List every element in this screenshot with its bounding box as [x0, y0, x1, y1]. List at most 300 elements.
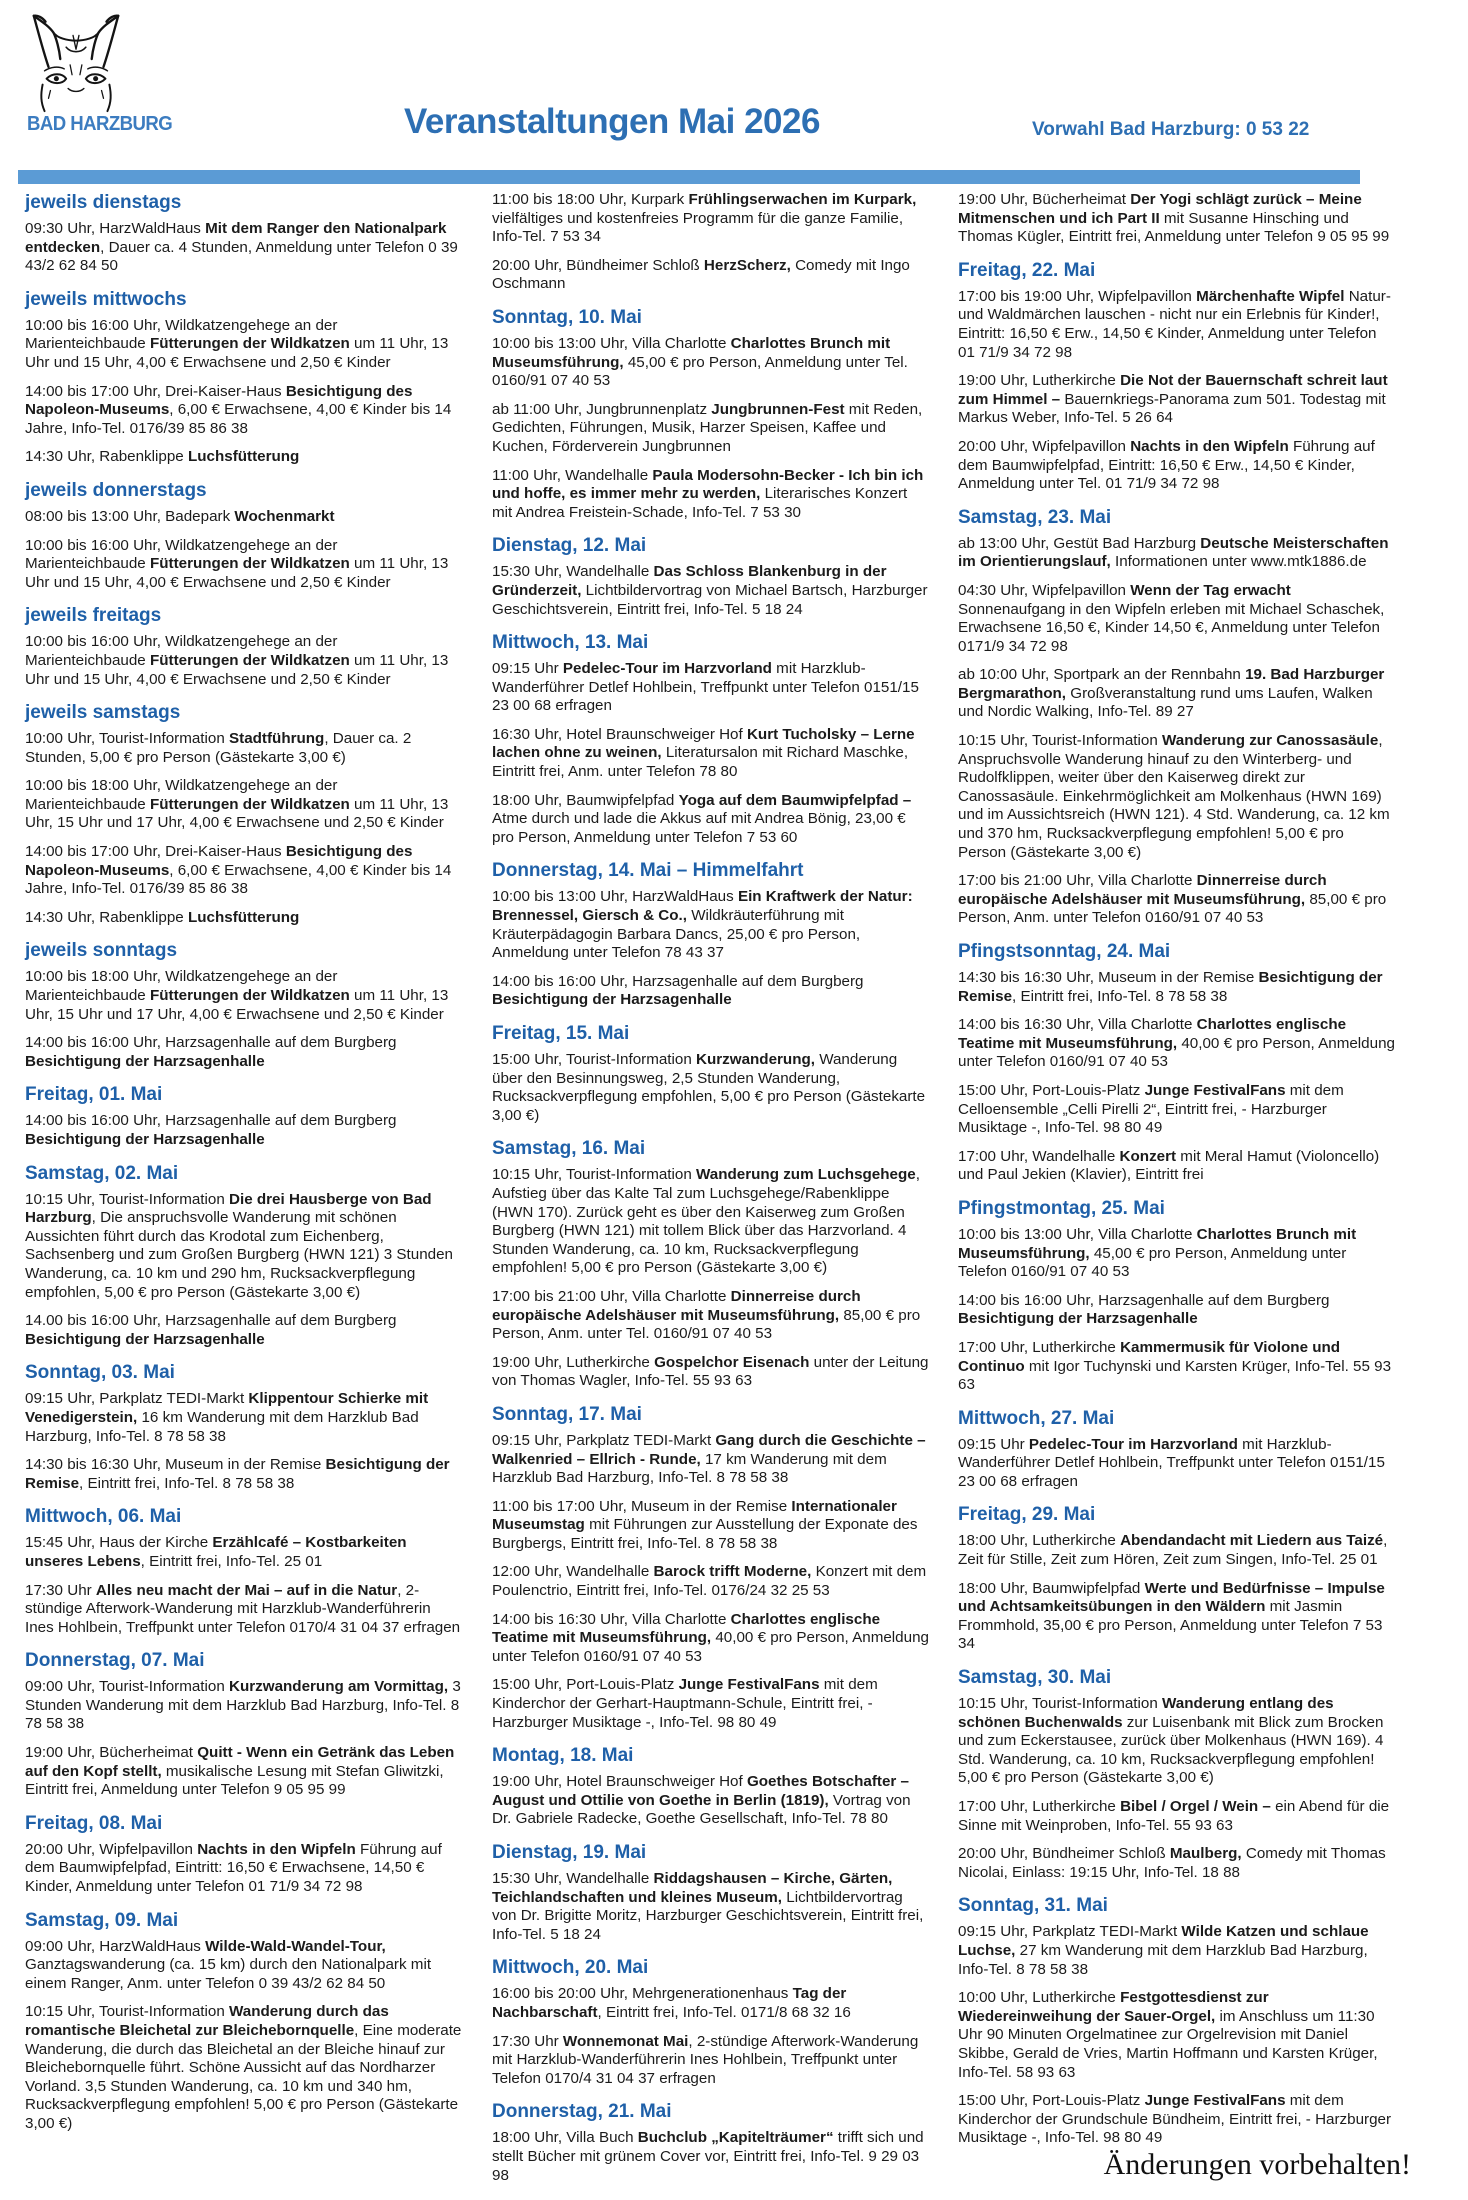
- event-text: 09:00 Uhr, Tourist-Information: [25, 1678, 230, 1696]
- event-text: 45,00 € pro Person, Anmeldung unter Tel. 0160/91 07 40 53: [492, 353, 908, 390]
- event-item: [492, 660, 929, 716]
- event-title: Junge FestivalFans: [1144, 1081, 1286, 1099]
- event-item: [492, 1870, 929, 1944]
- event-text: mit Harzklub-Wanderführer Detlef Hohlbein, Treffpunkt unter Telefon 0151/15 23 00 68 erfragen: [958, 1435, 1385, 1490]
- day-heading: Mittwoch, 27. Mai: [958, 1407, 1115, 1429]
- event-text: mit dem Kinderchor der Grundschule Bündheim, Eintritt frei, - Harzburger Musiktage -, Info-Tel. 98 80 49: [958, 2092, 1392, 2147]
- event-title: Fütterungen der Wildkatzen: [149, 555, 350, 573]
- event-item: [958, 1923, 1395, 1979]
- event-text: , Anspruchsvolle Wanderung hinauf zu den Winterberg- und Rudolfklippen, weiter über den Kaiserweg direkt zur Canossasäule. Einkehrmöglichkeit am Molkenhaus (HWN 169) und im Aussichtsreich (HWN 121). 4 Std. Wanderung, ca. 12 km und 370 hm, Rucksackverpflegung empfohlen! 5,00 € pro Person (Gästekarte 3,00 €): [958, 732, 1390, 861]
- event-title: Kurzwanderung am Vormittag,: [229, 1678, 449, 1696]
- event-title: Fütterungen der Wildkatzen: [149, 651, 350, 669]
- event-text: 20:00 Uhr, Wipfelpavillon: [25, 1840, 198, 1858]
- day-heading: Samstag, 09. Mai: [25, 1909, 179, 1931]
- lynx-logo: [26, 6, 126, 116]
- event-text: 11:00 bis 17:00 Uhr, Museum in der Remise: [492, 1497, 792, 1515]
- event-title: Wanderung durch das romantische Bleichetal zur Bleichebornquelle: [25, 2003, 389, 2039]
- event-text: 15:45 Uhr, Haus der Kirche: [25, 1534, 213, 1552]
- event-text: 85,00 € pro Person, Anm. unter Tel. 0160/91 07 40 53: [492, 1306, 921, 1343]
- event-text: 10:00 bis 16:00 Uhr, Wildkatzengehege an der Marienteichbaude: [25, 316, 338, 353]
- event-text: 10:00 bis 18:00 Uhr, Wildkatzengehege an der Marienteichbaude: [25, 968, 338, 1005]
- event-text: 40,00 € pro Person, Anmeldung unter Telefon 0160/91 07 40 53: [958, 1034, 1395, 1071]
- event-text: Natur- und Waldmärchen lauschen - nicht nur ein Erlebnis für Kinder!, Eintritt: 16,50 € Erw., 14,50 € Kinder, Anmeldung unter Telefon 01 71/9 34 72 98: [958, 287, 1391, 361]
- event-item: [25, 317, 462, 373]
- day-heading: Sonntag, 17. Mai: [492, 1403, 642, 1425]
- event-text: 16:30 Uhr, Hotel Braunschweiger Hof: [492, 725, 747, 743]
- event-item: [958, 1436, 1395, 1492]
- event-title: Riddagshausen – Kirche, Gärten, Teichlandschaften und kleines Museum,: [492, 1870, 893, 1906]
- event-text: 17:30 Uhr: [492, 2032, 563, 2050]
- event-item: [25, 633, 462, 689]
- event-text: mit Harzklub-Wanderführer Detlef Hohlbein, Treffpunkt unter Telefon 0151/15 23 00 68 erfragen: [492, 660, 919, 715]
- event-text: 09:15 Uhr, Parkplatz TEDI-Markt: [492, 1431, 716, 1449]
- event-text: , 2-stündige Afterwork-Wanderung mit Harzklub-Wanderführerin Ines Hohlbein, Treffpunkt unter Telefon 0170/4 31 04 37 erfragen: [25, 1581, 461, 1636]
- day-heading: Pfingstsonntag, 24. Mai: [958, 941, 1171, 962]
- event-title: Internationaler Museumstag: [492, 1497, 897, 1534]
- event-title: Festgottesdienst zur Wiedereinweihung der Sauer-Orgel,: [958, 1989, 1269, 2025]
- event-text: , Zeit für Stille, Zeit zum Hören, Zeit zum Singen, Info-Tel. 25 01: [958, 1532, 1388, 1569]
- day-heading: Sonntag, 03. Mai: [25, 1362, 175, 1384]
- event-item: [958, 1580, 1395, 1654]
- event-title: Mit dem Ranger den Nationalpark entdecken: [25, 220, 447, 256]
- event-text: um 11 Uhr, 13 Uhr und 15 Uhr, 4,00 € Erwachsene und 2,50 € Kinder: [25, 555, 449, 591]
- event-title: Fütterungen der Wildkatzen: [149, 987, 350, 1005]
- event-title: Dinnerreise durch europäische Adelshäuser mit Museumsführung,: [492, 1287, 861, 1324]
- event-text: mit Susanne Hinsching und Thomas Kügler, Eintritt frei, Anmeldung unter Telefon 9 05 95 99: [958, 209, 1390, 246]
- event-text: 16 km Wanderung mit dem Harzklub Bad Harzburg, Info-Tel. 8 78 58 38: [25, 1408, 419, 1445]
- event-item: [492, 467, 929, 523]
- event-text: mit dem Celloensemble „Celli Pirelli 2“, Eintritt frei, - Harzburger Musiktage -, Info-Tel. 98 80 49: [958, 1081, 1344, 1137]
- event-item: [492, 973, 929, 1010]
- event-text: 15:00 Uhr, Port-Louis-Platz: [492, 1676, 679, 1694]
- event-text: , Die anspruchsvolle Wanderung mit schönen Aussichten führt durch das Krodotal zum Eichenberg, Sachsenberg und zum Großen Burgberg (HWN 121) 3 Stunden Wanderung, ca. 10 km und 290 hm, Rucksackverpflegung empfohlen, 5,00 € pro Person (Gästekarte 3,00 €): [25, 1209, 454, 1301]
- event-text: 18:00 Uhr, Baumwipfelpfad: [958, 1579, 1145, 1597]
- event-item: [492, 1288, 929, 1344]
- event-item: [25, 448, 462, 467]
- day-heading: jeweils sonntags: [25, 940, 178, 962]
- event-text: Lichtbildervortrag von Dr. Brigitte Moritz, Harzburger Geschichtsverein, Eintritt frei, Info-Tel. 5 18 24: [492, 1888, 924, 1943]
- event-item: [25, 508, 462, 527]
- event-text: 20:00 Uhr, Bündheimer Schloß: [958, 1845, 1170, 1863]
- event-text: 14.00 bis 16:00 Uhr, Harzsagenhalle auf dem Burgberg: [25, 1312, 397, 1330]
- event-title: Luchsfütterung: [187, 908, 300, 926]
- event-item: [958, 288, 1395, 362]
- event-item: [25, 2003, 462, 2133]
- event-title: Konzert: [1119, 1147, 1177, 1165]
- event-text: 19:00 Uhr, Lutherkirche: [492, 1353, 655, 1371]
- event-item: [958, 1082, 1395, 1138]
- event-item: [492, 335, 929, 391]
- event-title: Die Not der Bauernschaft schreit laut zum Himmel –: [958, 372, 1388, 408]
- event-text: Führung auf dem Baumwipfelpfad, Eintritt: 16,50 € Erw., 14,50 € Kinder, Anmeldung unter Tel. 01 71/9 34 72 98: [958, 437, 1375, 493]
- event-text: 18:00 Uhr, Lutherkirche: [958, 1532, 1121, 1550]
- event-item: [492, 191, 929, 247]
- day-heading: Donnerstag, 21. Mai: [492, 2101, 672, 2123]
- event-item: [492, 2033, 929, 2089]
- event-item: [958, 1148, 1395, 1185]
- event-title: Wenn der Tag erwacht: [1130, 581, 1291, 599]
- event-text: um 11 Uhr, 13 Uhr und 15 Uhr, 4,00 € Erwachsene und 2,50 € Kinder: [25, 651, 449, 688]
- event-title: Charlottes Brunch mit Museumsführung,: [958, 1225, 1357, 1262]
- event-item: [25, 1456, 462, 1493]
- event-title: 19. Bad Harzburger Bergmarathon,: [958, 666, 1385, 702]
- event-text: 18:00 Uhr, Villa Buch: [492, 2129, 638, 2147]
- event-text: 19:00 Uhr, Bücherheimat: [958, 191, 1131, 208]
- event-title: Quitt - Wenn ein Getränk das Leben auf den Kopf stellt,: [25, 1744, 455, 1780]
- event-text: 04:30 Uhr, Wipfelpavillon: [958, 581, 1131, 599]
- event-title: HerzScherz,: [703, 256, 791, 274]
- event-text: 45,00 € pro Person, Anmeldung unter Telefon 0160/91 07 40 53: [958, 1244, 1347, 1281]
- day-heading: jeweils mittwochs: [25, 288, 187, 310]
- event-item: [25, 843, 462, 899]
- event-title: Besichtigung der Harzsagenhalle: [25, 1052, 265, 1070]
- event-title: Besichtigung der Harzsagenhalle: [492, 991, 732, 1009]
- event-text: vielfältiges und kostenfreies Programm für die ganze Familie, Info-Tel. 7 53 34: [492, 209, 904, 246]
- day-heading: Dienstag, 19. Mai: [492, 1842, 647, 1863]
- event-item: [25, 1312, 462, 1349]
- day-heading: Samstag, 23. Mai: [958, 506, 1112, 528]
- event-text: 14:00 bis 16:00 Uhr, Harzsagenhalle auf dem Burgberg: [25, 1112, 397, 1130]
- event-item: [958, 2092, 1395, 2148]
- event-text: 17:00 Uhr, Lutherkirche: [958, 1338, 1121, 1356]
- event-item: [492, 2129, 929, 2185]
- event-item: [25, 909, 462, 928]
- event-title: Wilde Katzen und schlaue Luchse,: [958, 1923, 1369, 1959]
- logo-text: BAD HARZBURG: [27, 113, 173, 135]
- event-item: [25, 383, 462, 439]
- event-title: Nachts in den Wipfeln: [1130, 437, 1289, 455]
- event-text: , Dauer ca. 4 Stunden, Anmeldung unter Telefon 0 39 43/2 62 84 50: [25, 238, 458, 275]
- day-heading: jeweils samstags: [25, 702, 181, 724]
- event-title: Dinnerreise durch europäische Adelshäuser mit Museumsführung,: [958, 872, 1327, 908]
- event-item: [25, 968, 462, 1024]
- event-text: Bauernkriegs-Panorama zum 501. Todestag mit Markus Weber, Info-Tel. 5 26 64: [958, 390, 1386, 427]
- event-text: 17:00 Uhr, Wandelhalle: [958, 1147, 1120, 1165]
- event-text: 10:15 Uhr, Tourist-Information: [958, 732, 1163, 750]
- event-item: [25, 1034, 462, 1071]
- event-item: [492, 792, 929, 848]
- event-title: Wanderung zum Luchsgehege: [696, 1166, 916, 1184]
- event-title: Besichtigung der Harzsagenhalle: [25, 1131, 265, 1148]
- event-item: [25, 1744, 462, 1800]
- event-text: 14:00 bis 17:00 Uhr, Drei-Kaiser-Haus: [25, 382, 286, 400]
- event-text: 14:00 bis 16:30 Uhr, Villa Charlotte: [958, 1016, 1197, 1034]
- event-title: Besichtigung des Napoleon-Museums: [25, 843, 413, 879]
- events-column-2: [492, 191, 929, 2195]
- event-item: [958, 1016, 1395, 1072]
- event-title: Klippentour Schierke mit Venedigerstein,: [25, 1390, 429, 1426]
- event-text: 17 km Wanderung mit dem Harzklub Bad Harzburg, Info-Tel. 8 78 58 38: [492, 1450, 887, 1487]
- event-item: [25, 1841, 462, 1897]
- event-title: Tag der Nachbarschaft: [492, 1985, 847, 2021]
- event-text: 10:00 bis 18:00 Uhr, Wildkatzengehege an der Marienteichbaude: [25, 777, 338, 813]
- event-title: Alles neu macht der Mai – auf in die Natur: [95, 1581, 398, 1599]
- day-heading: Mittwoch, 13. Mai: [492, 632, 649, 654]
- event-text: mit Reden, Gedichten, Führungen, Musik, Harzer Speisen, Kaffee und Kuchen, Förderverein Jungbrunnen: [492, 400, 923, 455]
- event-text: , Eintritt frei, Info-Tel. 0171/8 68 32 16: [597, 2003, 851, 2021]
- event-item: [492, 1166, 929, 1278]
- event-text: , Aufstieg über das Kalte Tal zum Luchsgehege/Rabenklippe (HWN 170). Zurück geht es über den Kaiserweg zum Großen Burgberg (HWN 121) mit tollem Blick über das Harzvorland. 4 Stunden Wanderung, ca. 10 km, Rucksackverpflegung empfohlen! 5,00 € pro Person (Gästekarte 3,00 €): [492, 1166, 920, 1277]
- event-item: [25, 777, 462, 833]
- event-text: mit Igor Tuchynski und Karsten Krüger, Info-Tel. 55 93 63: [958, 1357, 1392, 1394]
- day-heading: Samstag, 02. Mai: [25, 1162, 179, 1184]
- event-text: Sonnenaufgang in den Wipfeln erleben mit Michael Schaschek, Erwachsene 16,50 €, Kinder 14,50 €, Anmeldung unter Telefon 0171/9 34 72 98: [958, 600, 1385, 655]
- event-text: Literarisches Konzert mit Andrea Freistein-Schade, Info-Tel. 7 53 30: [492, 485, 908, 521]
- event-item: [492, 257, 929, 294]
- event-item: [958, 372, 1395, 428]
- event-text: mit Meral Hamut (Violoncello) und Paul Jekien (Klavier), Eintritt frei: [958, 1147, 1380, 1184]
- event-text: Wanderung über den Besinnungsweg, 2,5 Stunden Wanderung, Rucksackverpflegung empfohlen, 5,00 € pro Person (Gästekarte 3,00 €): [492, 1051, 926, 1124]
- event-text: 19:00 Uhr, Hotel Braunschweiger Hof: [492, 1773, 747, 1791]
- event-title: Gospelchor Eisenach: [654, 1353, 810, 1371]
- event-title: Kurzwanderung,: [696, 1051, 815, 1068]
- event-title: Wanderung entlang des schönen Buchenwalds: [958, 1695, 1334, 1731]
- event-item: [25, 730, 462, 767]
- event-text: , Dauer ca. 2 Stunden, 5,00 € pro Person (Gästekarte 3,00 €): [25, 730, 412, 766]
- event-title: Stadtführung: [229, 730, 325, 748]
- event-text: mit dem Kinderchor der Gerhart-Hauptmann-Schule, Eintritt frei, - Harzburger Musiktage -, Info-Tel. 98 80 49: [492, 1676, 878, 1731]
- event-text: 10:00 bis 13:00 Uhr, Villa Charlotte: [492, 334, 731, 352]
- event-text: Ganztagswanderung (ca. 15 km) durch den Nationalpark mit einem Ranger, Anm. unter Telefon 0 39 43/2 62 84 50: [25, 1956, 432, 1992]
- event-text: musikalische Lesung mit Stefan Gliwitzki, Eintritt frei, Anmeldung unter Telefon 9 05 95 99: [25, 1762, 444, 1799]
- event-title: Die drei Hausberge von Bad Harzburg: [25, 1190, 432, 1227]
- event-text: , Eintritt frei, Info-Tel. 8 78 58 38: [79, 1474, 295, 1492]
- day-heading: Mittwoch, 06. Mai: [25, 1506, 182, 1528]
- event-title: Buchclub „Kapitelträumer“: [637, 2129, 834, 2147]
- event-item: [25, 1534, 462, 1571]
- event-text: 17:00 bis 21:00 Uhr, Villa Charlotte: [958, 872, 1197, 890]
- event-title: Abendandacht mit Liedern aus Taizé: [1120, 1532, 1384, 1550]
- day-heading: Dienstag, 12. Mai: [492, 535, 647, 557]
- event-text: 08:00 bis 13:00 Uhr, Badepark: [25, 507, 235, 525]
- event-text: Konzert mit dem Poulenctrio, Eintritt frei, Info-Tel. 0176/24 32 25 53: [492, 1563, 927, 1600]
- event-title: Der Yogi schlägt zurück – Meine Mitmenschen und ich Part II: [958, 191, 1362, 227]
- event-item: [492, 1051, 929, 1125]
- day-heading: Sonntag, 31. Mai: [958, 1895, 1108, 1917]
- event-text: 09:15 Uhr, Parkplatz TEDI-Markt: [25, 1390, 249, 1408]
- event-text: 14:30 Uhr, Rabenklippe: [25, 908, 188, 926]
- event-text: 27 km Wanderung mit dem Harzklub Bad Harzburg, Info-Tel. 8 78 58 38: [958, 1941, 1368, 1978]
- event-text: ab 10:00 Uhr, Sportpark an der Rennbahn: [958, 666, 1246, 684]
- event-text: 19:00 Uhr, Lutherkirche: [958, 372, 1121, 390]
- event-title: Das Schloss Blankenburg in der Gründerzeit,: [492, 563, 887, 599]
- event-item: [492, 1611, 929, 1667]
- event-item: [492, 1985, 929, 2022]
- event-text: 11:00 Uhr, Wandelhalle: [492, 466, 653, 484]
- event-text: , Eine moderate Wanderung, die durch das Bleichetal an der Bleiche hinauf zur Bleichebornquelle führt. Schöne Aussicht auf das Nordharzer Vorland. 3,5 Stunden Wanderung, ca. 10 km und 340 hm, Rucksackverpflegung empfohlen! 5,00 € pro Person (Gästekarte 3,00 €): [25, 2022, 462, 2132]
- event-text: Lichtbildervortrag von Michael Bartsch, Harzburger Geschichtsverein, Eintritt frei, Info-Tel. 5 18 24: [492, 581, 928, 618]
- event-title: Wochenmarkt: [234, 507, 335, 525]
- event-text: zur Luisenbank mit Blick zum Brocken und zum Eckerstausee, zurück über Molkenhaus (HWN 169). 4 Std. Wanderung, ca. 10 km, Rucksackverpflegung empfohlen! 5,00 € pro Person (Gästekarte 3,00 €): [958, 1713, 1384, 1787]
- event-text: , Eintritt frei, Info-Tel. 25 01: [140, 1552, 323, 1570]
- event-title: Wanderung zur Canossasäule: [1162, 732, 1379, 750]
- event-text: um 11 Uhr, 13 Uhr und 15 Uhr, 4,00 € Erwachsene und 2,50 € Kinder: [25, 335, 449, 371]
- event-title: Besichtigung der Harzsagenhalle: [25, 1330, 265, 1348]
- event-item: [958, 1292, 1395, 1329]
- event-item: [492, 1432, 929, 1488]
- day-heading: Freitag, 08. Mai: [25, 1812, 163, 1834]
- event-text: Atme durch und lade die Akkus auf mit Andrea Bönig, 23,00 € pro Person, Anmeldung unter Telefon 7 53 60: [492, 810, 906, 846]
- event-text: 3 Stunden Wanderung mit dem Harzklub Bad Harzburg, Info-Tel. 8 78 58 38: [25, 1678, 461, 1733]
- event-title: Goethes Botschafter – August und Ottilie von Goethe in Berlin (1819),: [492, 1773, 909, 1809]
- event-text: Vortrag von Dr. Gabriele Radecke, Goethe Gesellschaft, Info-Tel. 78 80: [492, 1791, 911, 1828]
- event-title: Pedelec-Tour im Harzvorland: [562, 660, 772, 678]
- event-text: 17:00 bis 21:00 Uhr, Villa Charlotte: [492, 1287, 731, 1305]
- event-item: [25, 1191, 462, 1303]
- event-text: 10:00 bis 16:00 Uhr, Wildkatzengehege an der Marienteichbaude: [25, 536, 338, 573]
- event-text: , Eintritt frei, Info-Tel. 8 78 58 38: [1012, 987, 1228, 1005]
- event-text: 09:30 Uhr, HarzWaldHaus: [25, 220, 206, 237]
- event-text: Literatursalon mit Richard Maschke, Eintritt frei, Anm. unter Telefon 78 80: [492, 744, 909, 781]
- event-text: Informationen unter www.mtk1886.de: [1110, 553, 1367, 571]
- event-title: Charlottes englische Teatime mit Museumsführung,: [958, 1016, 1347, 1052]
- event-item: [958, 582, 1395, 656]
- event-item: [492, 726, 929, 782]
- event-text: Wildkräuterführung mit Kräuterpädagogin Barbara Dancs, 25,00 € pro Person, Anmeldung unter Telefon 78 43 37: [492, 907, 861, 962]
- event-title: Jungbrunnen-Fest: [711, 400, 845, 418]
- event-title: Kammermusik für Violone und Continuo: [958, 1338, 1341, 1375]
- event-text: 09:15 Uhr: [958, 1435, 1029, 1453]
- event-text: 15:00 Uhr, Port-Louis-Platz: [958, 1081, 1145, 1099]
- event-text: 09:15 Uhr: [492, 660, 563, 678]
- event-item: [25, 1390, 462, 1446]
- event-text: 10:15 Uhr, Tourist-Information: [492, 1166, 697, 1184]
- event-text: 10:15 Uhr, Tourist-Information: [958, 1695, 1163, 1713]
- event-title: Wilde-Wald-Wandel-Tour,: [205, 1937, 386, 1955]
- event-text: 14:00 bis 16:00 Uhr, Harzsagenhalle auf dem Burgberg: [492, 972, 864, 990]
- event-text: Großveranstaltung rund ums Laufen, Walken und Nordic Walking, Info-Tel. 89 27: [958, 684, 1373, 721]
- event-text: um 11 Uhr, 13 Uhr, 15 Uhr und 17 Uhr, 4,00 € Erwachsene und 2,50 € Kinder: [25, 795, 449, 832]
- event-text: Führung auf dem Baumwipfelpfad, Eintritt: 16,50 € Erwachsene, 14,50 € Kinder, Anmeldung unter Telefon 01 71/9 34 72 98: [25, 1840, 442, 1896]
- event-text: 19:00 Uhr, Bücherheimat: [25, 1744, 198, 1762]
- event-text: um 11 Uhr, 13 Uhr, 15 Uhr und 17 Uhr, 4,00 € Erwachsene und 2,50 € Kinder: [25, 987, 449, 1023]
- event-text: Comedy mit Ingo Oschmann: [492, 256, 910, 293]
- event-item: [958, 438, 1395, 494]
- event-text: 40,00 € pro Person, Anmeldung unter Telefon 0160/91 07 40 53: [492, 1629, 929, 1665]
- footer-note: Änderungen vorbehalten!: [1103, 2148, 1411, 2181]
- event-item: [25, 1582, 462, 1638]
- event-text: ab 13:00 Uhr, Gestüt Bad Harzburg: [958, 534, 1201, 552]
- event-title: Barock trifft Moderne,: [653, 1563, 812, 1581]
- event-text: ab 11:00 Uhr, Jungbrunnenplatz: [492, 400, 712, 418]
- event-item: [958, 872, 1395, 928]
- event-text: mit Jasmin Frommhold, 35,00 € pro Person, Anmeldung unter Telefon 7 53 34: [958, 1598, 1383, 1653]
- event-item: [492, 401, 929, 457]
- event-title: Paula Modersohn-Becker - Ich bin ich und hoffe, es immer mehr zu werden,: [492, 466, 924, 503]
- event-title: Maulberg,: [1169, 1845, 1242, 1863]
- day-heading: Freitag, 15. Mai: [492, 1023, 630, 1044]
- event-item: [25, 537, 462, 593]
- event-item: [492, 1563, 929, 1600]
- page-title: Veranstaltungen Mai 2026: [404, 102, 820, 141]
- event-text: 09:15 Uhr, Parkplatz TEDI-Markt: [958, 1923, 1182, 1941]
- event-text: 12:00 Uhr, Wandelhalle: [492, 1563, 654, 1581]
- event-title: Wonnemonat Mai: [562, 2032, 689, 2050]
- day-heading: Samstag, 16. Mai: [492, 1138, 646, 1160]
- event-text: im Anschluss um 11:30 Uhr 90 Minuten Orgelmatinee zur Orgelrevision mit Daniel Skibbe, Gerald de Vries, Martin Hoffmann und Karsten Krüger, Info-Tel. 58 93 63: [958, 2007, 1378, 2081]
- event-title: Yoga auf dem Baumwipfelpfad –: [678, 791, 912, 809]
- event-item: [958, 1226, 1395, 1282]
- event-text: 20:00 Uhr, Bündheimer Schloß: [492, 256, 704, 274]
- event-text: 17:30 Uhr: [25, 1581, 96, 1599]
- event-item: [958, 969, 1395, 1006]
- event-text: , 2-stündige Afterwork-Wanderung mit Harzklub-Wanderführerin Ines Hohlbein, Treffpunkt unter Telefon 0170/4 31 04 37 erfragen: [492, 2032, 919, 2087]
- event-title: Junge FestivalFans: [678, 1676, 820, 1694]
- event-title: Besichtigung der Remise: [958, 969, 1383, 1005]
- event-title: Besichtigung der Remise: [25, 1456, 450, 1492]
- event-text: 14:30 Uhr, Rabenklippe: [25, 448, 188, 466]
- event-text: 16:00 bis 20:00 Uhr, Mehrgenerationenhaus: [492, 1985, 793, 2003]
- event-item: [958, 1532, 1395, 1569]
- event-text: 10:00 bis 13:00 Uhr, Villa Charlotte: [958, 1225, 1197, 1243]
- event-item: [492, 1676, 929, 1732]
- event-text: 11:00 bis 18:00 Uhr, Kurpark: [492, 191, 689, 208]
- event-title: Fütterungen der Wildkatzen: [149, 795, 350, 813]
- event-item: [492, 1354, 929, 1391]
- event-item: [25, 1938, 462, 1994]
- phone-prefix-label: Vorwahl Bad Harzburg: 0 53 22: [1032, 119, 1310, 140]
- event-item: [492, 1773, 929, 1829]
- event-text: 14:00 bis 17:00 Uhr, Drei-Kaiser-Haus: [25, 843, 286, 861]
- event-title: Besichtigung der Harzsagenhalle: [958, 1310, 1198, 1328]
- event-title: Erzählcafé – Kostbarkeiten unseres Lebens: [25, 1534, 407, 1570]
- event-text: 15:00 Uhr, Tourist-Information: [492, 1051, 697, 1068]
- event-text: 15:30 Uhr, Wandelhalle: [492, 1870, 654, 1887]
- event-text: 14:30 bis 16:30 Uhr, Museum in der Remise: [958, 969, 1259, 986]
- event-text: 14:00 bis 16:30 Uhr, Villa Charlotte: [492, 1610, 731, 1628]
- event-text: 14:00 bis 16:00 Uhr, Harzsagenhalle auf dem Burgberg: [25, 1034, 397, 1052]
- day-heading: Freitag, 01. Mai: [25, 1084, 163, 1106]
- event-item: [958, 1989, 1395, 2082]
- event-item: [492, 888, 929, 962]
- day-heading: Donnerstag, 07. Mai: [25, 1650, 205, 1672]
- event-title: Charlottes englische Teatime mit Museumsführung,: [492, 1610, 881, 1647]
- event-text: 17:00 Uhr, Lutherkirche: [958, 1798, 1121, 1815]
- event-title: Luchsfütterung: [187, 448, 300, 466]
- event-text: 10:00 Uhr, Tourist-Information: [25, 730, 230, 748]
- event-text: trifft sich und stellt Bücher mit grünem Cover vor, Eintritt frei, Info-Tel. 9 29 03 98: [492, 2129, 924, 2184]
- event-item: [958, 1339, 1395, 1395]
- event-item: [958, 535, 1395, 572]
- event-title: Charlottes Brunch mit Museumsführung,: [492, 334, 891, 371]
- event-text: , 6,00 € Erwachsene, 4,00 € Kinder bis 14 Jahre, Info-Tel. 0176/39 85 86 38: [25, 401, 452, 437]
- event-title: Fütterungen der Wildkatzen: [149, 335, 350, 353]
- event-text: , 6,00 € Erwachsene, 4,00 € Kinder bis 14 Jahre, Info-Tel. 0176/39 85 86 38: [25, 861, 452, 898]
- event-item: [492, 563, 929, 619]
- event-title: Gang durch die Geschichte – Walkenried – Ellrich - Runde,: [492, 1431, 926, 1468]
- event-item: [25, 1112, 462, 1149]
- event-item: [958, 1798, 1395, 1835]
- event-text: 15:30 Uhr, Wandelhalle: [492, 563, 654, 581]
- events-column-1: [25, 191, 462, 2144]
- event-text: Comedy mit Thomas Nicolai, Einlass: 19:15 Uhr, Info-Tel. 18 88: [958, 1845, 1386, 1881]
- events-column-3: [958, 191, 1395, 2158]
- event-title: Werte und Bedürfnisse – Impulse und Achtsamkeitsübungen in den Wäldern: [958, 1579, 1385, 1616]
- event-title: Besichtigung des Napoleon-Museums: [25, 382, 413, 419]
- event-item: [958, 191, 1395, 247]
- event-title: Kurt Tucholsky – Lerne lachen ohne zu weinen,: [492, 725, 915, 762]
- event-text: 14:00 bis 16:00 Uhr, Harzsagenhalle auf dem Burgberg: [958, 1291, 1330, 1309]
- day-heading: Samstag, 30. Mai: [958, 1667, 1112, 1689]
- day-heading: jeweils dienstags: [25, 192, 182, 213]
- day-heading: Pfingstmontag, 25. Mai: [958, 1197, 1165, 1219]
- event-text: 10:00 bis 13:00 Uhr, HarzWaldHaus: [492, 888, 738, 906]
- event-title: Ein Kraftwerk der Natur: Brennessel, Giersch & Co.,: [492, 888, 913, 925]
- event-title: Nachts in den Wipfeln: [197, 1840, 356, 1858]
- day-heading: jeweils freitags: [25, 605, 162, 627]
- header-bar: [18, 170, 1360, 184]
- event-text: 10:00 Uhr, Lutherkirche: [958, 1989, 1121, 2007]
